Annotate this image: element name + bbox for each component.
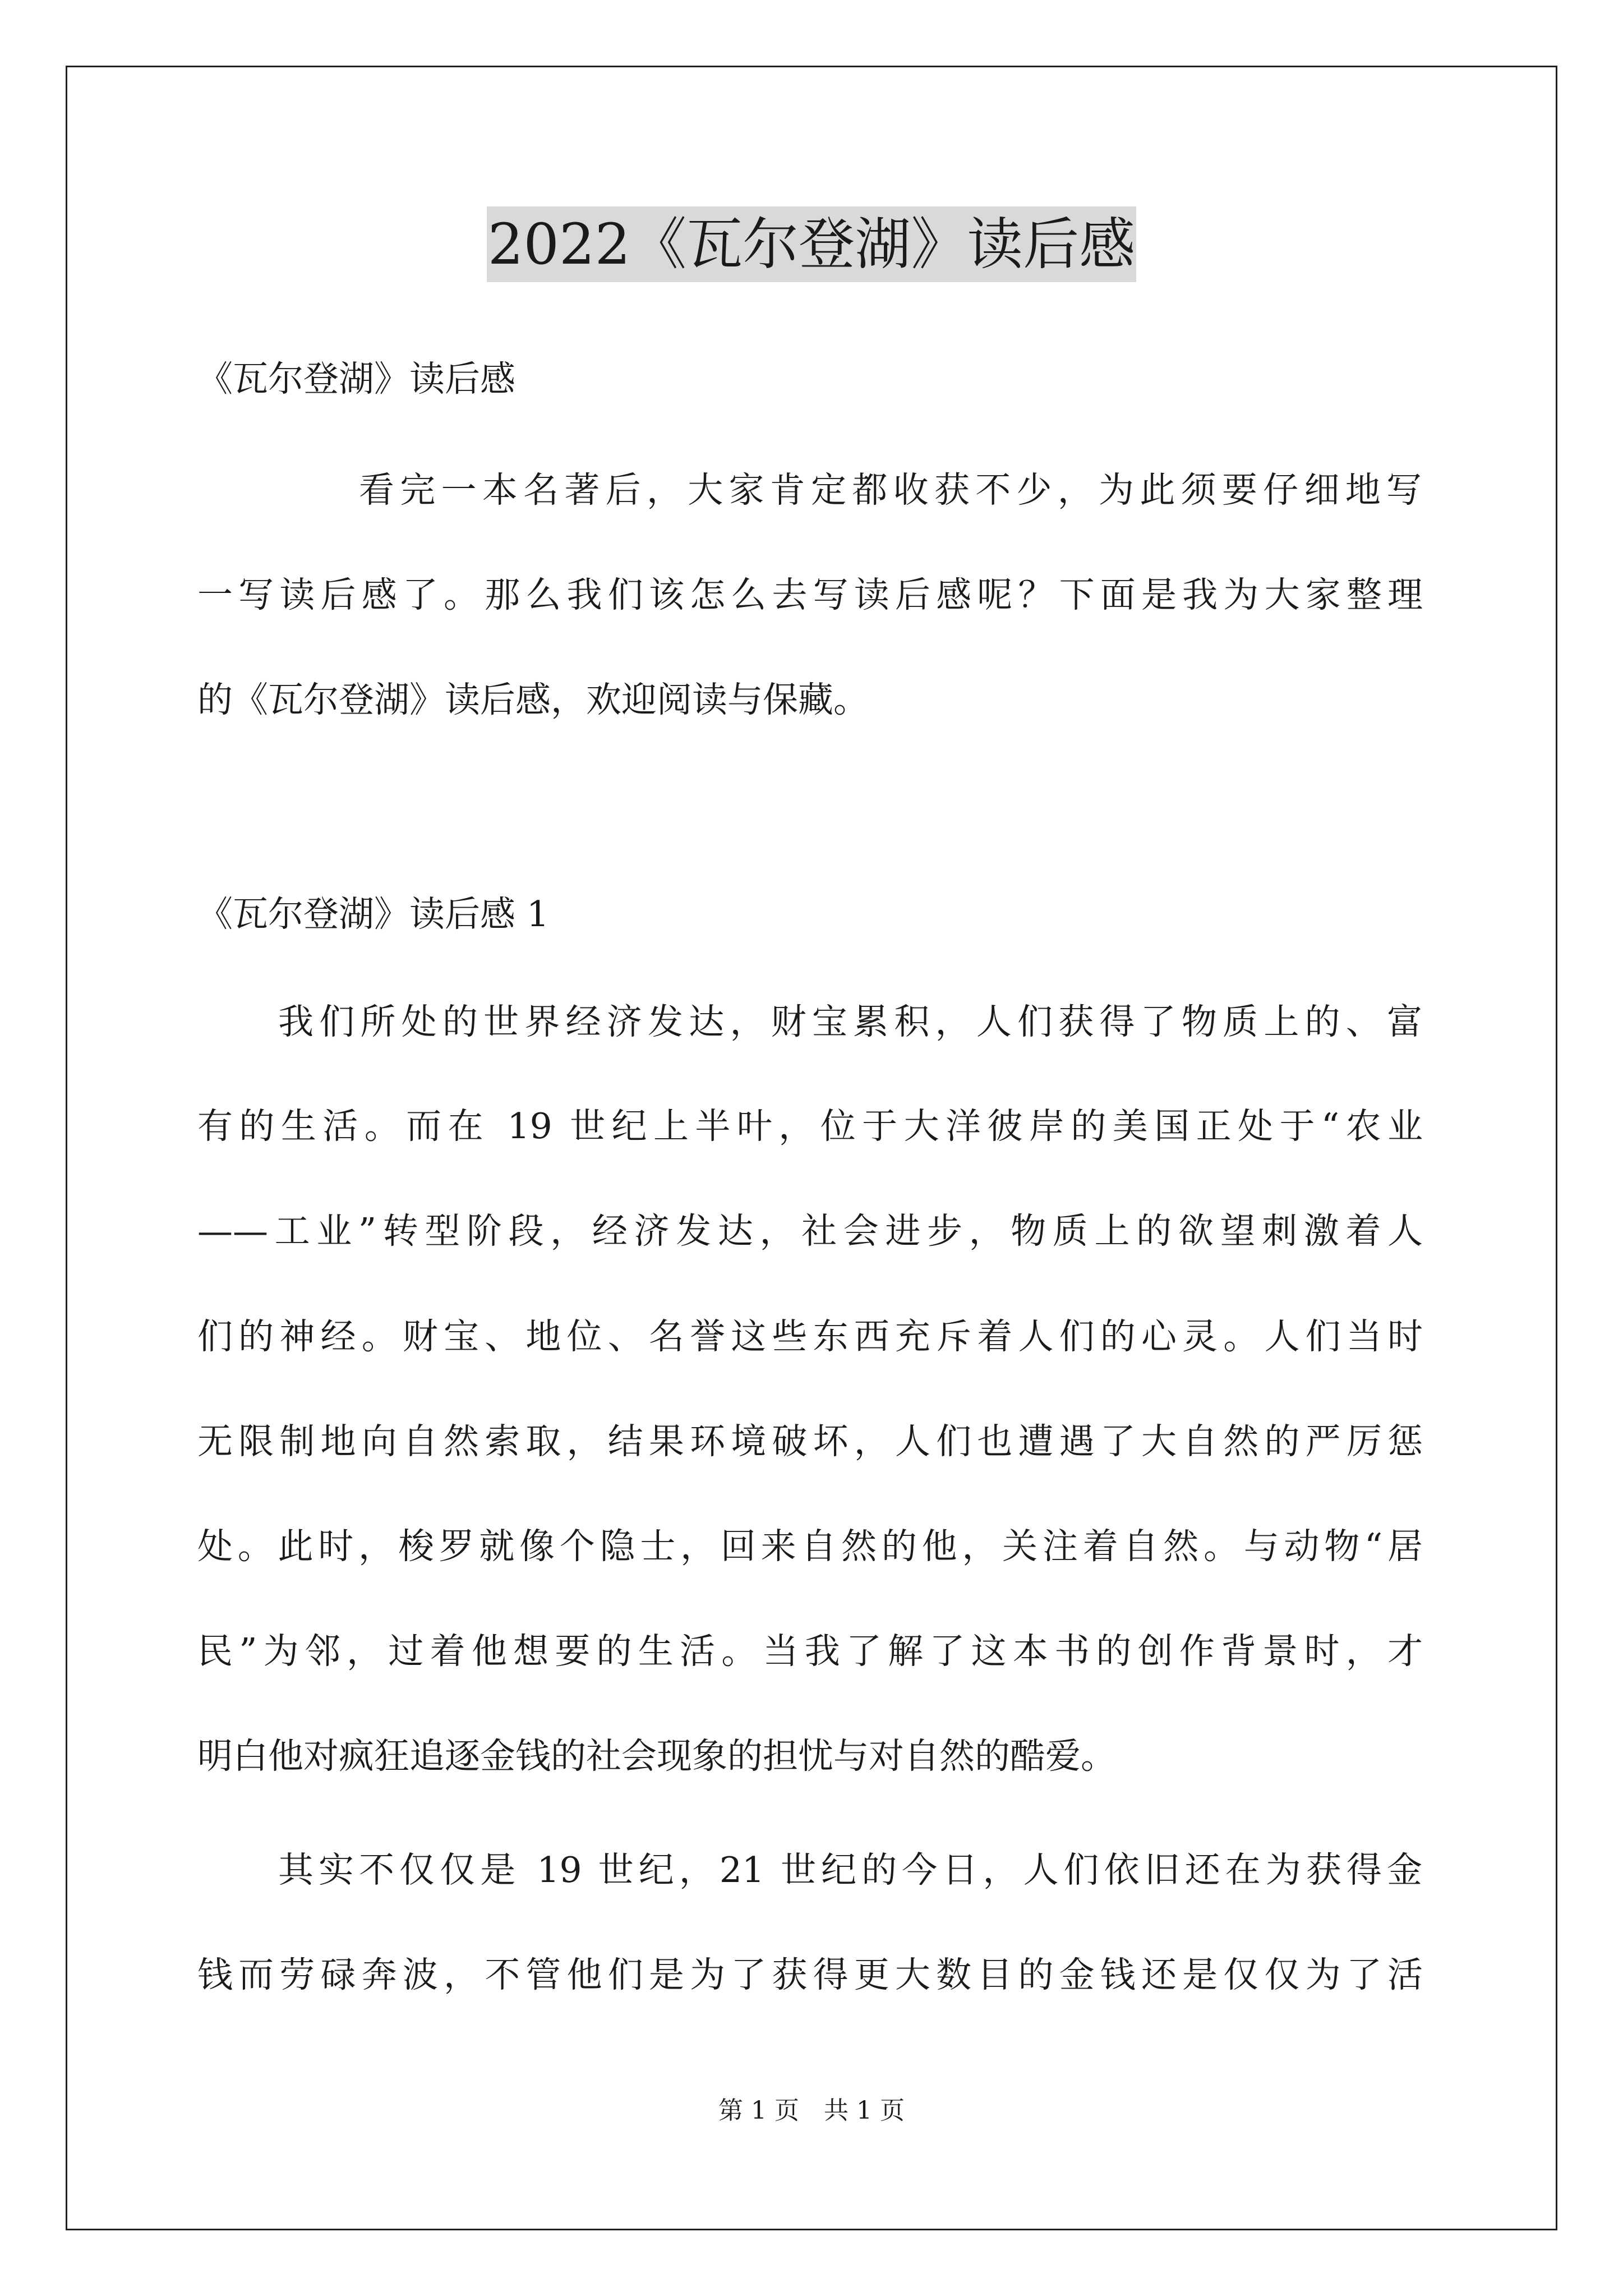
intro-line: 一写读后感了。那么我们该怎么去写读后感呢？下面是我为大家整理 <box>197 574 1423 615</box>
subtitle: 《瓦尔登湖》读后感 <box>197 358 515 399</box>
paragraph-line: ——工业”转型阶段，经济发达，社会进步，物质上的欲望刺激着人 <box>197 1211 1423 1251</box>
paragraph-line: 们的神经。财宝、地位、名誉这些东西充斥着人们的心灵。人们当时 <box>197 1316 1423 1357</box>
page-number-footer: 第 1 页 共 1 页 <box>718 2096 905 2125</box>
paragraph-line: 钱而劳碌奔波，不管他们是为了获得更大数目的金钱还是仅仅为了活 <box>197 1954 1423 1995</box>
title-container <box>0 206 1623 282</box>
paragraph-line: 其实不仅仅是 19 世纪，21 世纪的今日，人们依旧还在为获得金 <box>278 1849 1422 1890</box>
section-heading: 《瓦尔登湖》读后感 1 <box>197 894 550 935</box>
paragraph-line: 明白他对疯狂追逐金钱的社会现象的担忧与对自然的酷爱。 <box>197 1736 1116 1777</box>
intro-line: 看完一本名著后，大家肯定都收获不少，为此须要仔细地写 <box>359 470 1422 510</box>
paragraph-line: 无限制地向自然索取，结果环境破坏，人们也遭遇了大自然的严厉惩 <box>197 1421 1423 1462</box>
paragraph-line: 我们所处的世界经济发达，财宝累积，人们获得了物质上的、富 <box>278 1001 1422 1042</box>
paragraph-line: 民”为邻，过着他想要的生活。当我了解了这本书的创作背景时，才 <box>197 1631 1423 1672</box>
paragraph-line: 有的生活。而在 19 世纪上半叶，位于大洋彼岸的美国正处于“农业 <box>197 1106 1423 1147</box>
intro-line: 的《瓦尔登湖》读后感，欢迎阅读与保藏。 <box>197 679 869 720</box>
paragraph-line: 处。此时，梭罗就像个隐士，回来自然的他，关注着自然。与动物“居 <box>197 1526 1423 1567</box>
document-title: 2022《瓦尔登湖》读后感 <box>487 206 1137 282</box>
